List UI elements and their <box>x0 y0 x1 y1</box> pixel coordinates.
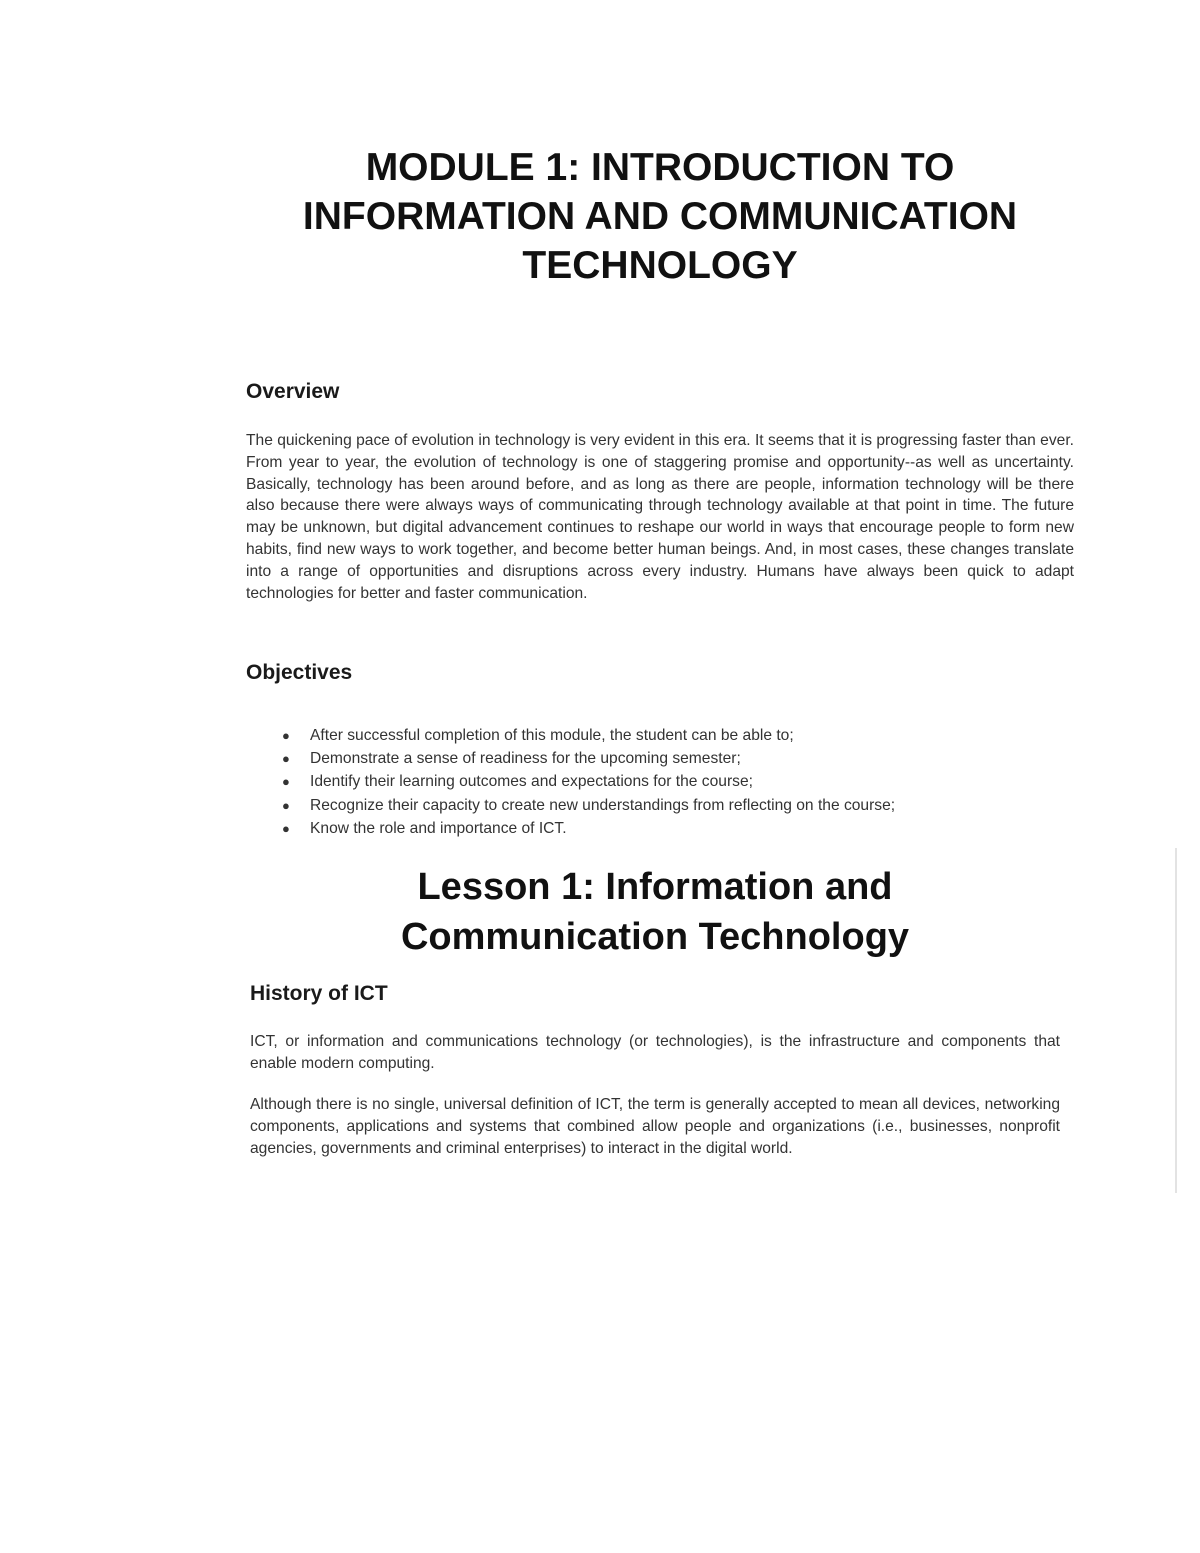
history-heading: History of ICT <box>250 982 388 1005</box>
lesson-title-line-1: Lesson 1: Information and <box>417 866 893 908</box>
list-item <box>280 724 1060 747</box>
list-item <box>280 747 1060 770</box>
bullet-icon: ● <box>282 820 290 836</box>
overview-paragraph: The quickening pace of evolution in technology is very evident in this era. It seems that it is progressing faster than ever. From year to year, the evolution of technology is one of staggering promise and opportunity--as well as uncertainty. Basically, technology has been around before, and as long as there are people, information technology will be there also because there were always ways of communicating through technology available at that point in time. The future may be unknown, but digital advancement continues to reshape our world in ways that encourage people to form new habits, find new ways to work together, and become better human beings. And, in most cases, these changes translate into a range of opportunities and disruptions across every industry. Humans have always been quick to adapt technologies for better and faster communication. <box>246 432 1074 602</box>
lesson-title-line-2: Communication Technology <box>400 916 910 958</box>
bullet-icon: ● <box>282 774 290 790</box>
module-title <box>210 143 1110 290</box>
list-item <box>280 794 1060 817</box>
list-item <box>280 817 1060 840</box>
bullet-icon: ● <box>282 728 290 743</box>
page-edge-divider <box>1175 848 1177 1193</box>
objective-text: After successful completion of this module, the student can be able to; <box>310 727 794 744</box>
overview-heading: Overview <box>246 380 340 403</box>
list-item <box>280 770 1060 793</box>
module-title-line-1: MODULE 1: INTRODUCTION TO <box>365 146 955 189</box>
objective-text: Demonstrate a sense of readiness for the upcoming semester; <box>310 750 741 768</box>
bullet-icon: ● <box>282 797 290 813</box>
lesson-title <box>310 862 1000 962</box>
module-title-line-3: TECHNOLOGY <box>522 244 798 287</box>
objectives-heading: Objectives <box>246 661 353 684</box>
objective-text: Know the role and importance of ICT. <box>310 819 567 837</box>
module-title-line-2: INFORMATION AND COMMUNICATION <box>302 195 1018 238</box>
history-paragraph-2: Although there is no single, universal definition of ICT, the term is generally accepted to mean all devices, networking components, applications and systems that combined allow people and organizations (i.e., businesses, nonprofit agencies, governments and criminal enterprises) to interact in the digital world. <box>250 1096 1060 1157</box>
objectives-list <box>280 724 1060 840</box>
bullet-icon: ● <box>282 751 290 767</box>
history-paragraph-1: ICT, or information and communications technology (or technologies), is the infrastructure and components that enable modern computing. <box>250 1033 1060 1072</box>
objective-text: Recognize their capacity to create new understandings from reflecting on the course; <box>310 796 896 814</box>
objective-text: Identify their learning outcomes and expectations for the course; <box>310 773 753 791</box>
